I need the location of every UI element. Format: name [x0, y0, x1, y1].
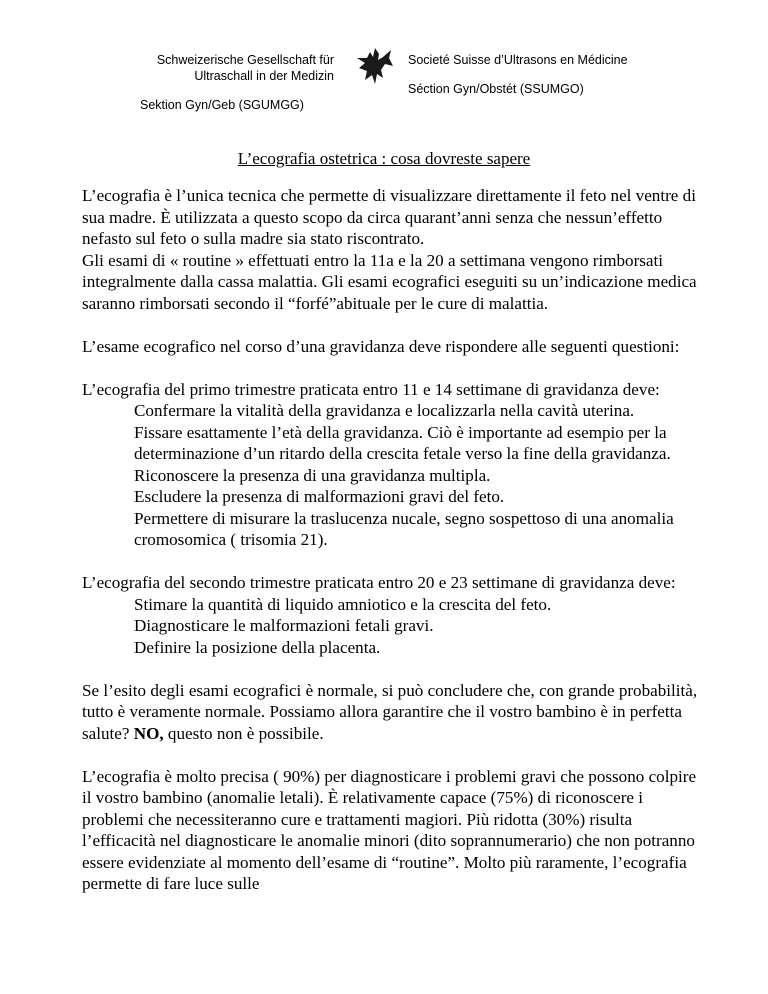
paragraph-questions: L’esame ecografico nel corso d’una gravidanza deve rispondere alle seguenti questioni:	[82, 336, 680, 356]
paragraph-first-trimester: L’ecografia del primo trimestre praticata entro 11 e 14 settimane di gravidanza deve:	[82, 379, 660, 399]
list-item: Confermare la vitalità della gravidanza e localizzarla nella cavità uterina.	[134, 401, 635, 420]
paragraph-normal-result	[82, 680, 702, 745]
paragraph-second-trimester: L’ecografia del secondo trimestre praticata entro 20 e 23 settimane di gravidanza deve:	[82, 573, 676, 592]
list-item: Diagnosticare le malformazioni fetali gravi.	[134, 616, 434, 635]
paragraph-reimbursement: Gli esami di « routine » effettuati entro la 11a e la 20 a settimana vengono rimborsati integralmente dalla cassa malattia. Gli esami ecografici eseguiti su un’indicazione medica saranno rimborsati secondo il “forfé”abituale per le cure di malattia.	[82, 250, 697, 313]
section-name-german: Sektion Gyn/Geb (SGUMGG)	[140, 98, 304, 112]
no-emphasis: NO,	[133, 723, 164, 743]
list-item: Definire la posizione della placenta.	[134, 637, 381, 657]
paragraph-accuracy: L’ecografia è molto precisa ( 90%) per diagnosticare i problemi gravi che possono colpire il vostro bambino (anomalie letali). È relativamente capace (75%) di riconoscere i problemi che necessiteranno cure e trattamenti magiori. Più ridotta (30%) risulta l’efficacità nel diagnosticare le anomalie minori (dito soprannumerario) che non potranno essere evidenziate al momento dell’esame di “routine”. Molto più raramente, l’ecografia permette di fare luce sulle	[82, 766, 697, 893]
society-name-german: Schweizerische Gesellschaft für	[156, 53, 334, 67]
header-french	[408, 52, 628, 97]
document-body	[82, 185, 702, 895]
society-subtitle-german: Ultraschall in der Medizin	[194, 69, 334, 83]
list-item: Stimare la quantità di liquido amniotico e la crescita del feto.	[134, 594, 552, 614]
header-german	[140, 52, 334, 113]
list-item: Permettere di misurare la traslucenza nucale, segno sospettoso di una anomalia cromosomica ( trisomia 21).	[134, 508, 674, 549]
normal-result-text: Se l’esito degli esami ecografici è normale, si può concludere che, con grande probabilità, tutto è veramente normale. Possiamo allora garantire che il vostro bambino è in perfetta salute?	[82, 680, 698, 743]
section-name-french: Séction Gyn/Obstét (SSUMGO)	[408, 82, 584, 96]
list-item: Escludere la presenza di malformazioni gravi del feto.	[134, 487, 505, 506]
normal-result-text-end: questo non è possibile.	[163, 723, 324, 743]
list-item: Fissare esattamente l’età della gravidanza. Ciò è importante ad esempio per la determinazione d’un ritardo della crescita fetale verso la fine della gravidanza.	[134, 422, 671, 463]
list-item: Riconoscere la presenza di una gravidanza multipla.	[134, 465, 491, 485]
document-title	[0, 148, 768, 169]
paragraph-intro: L’ecografia è l’unica tecnica che permette di visualizzare direttamente il feto nel ventre di sua madre. È utilizzata a questo scopo da circa quarant’anni senza che nessun’effetto nefasto sul feto o sulla madre sia stato riscontrato.	[82, 186, 696, 248]
society-name-french: Societé Suisse d’Ultrasons en Médicine	[408, 53, 628, 67]
bat-logo-icon	[353, 44, 395, 88]
document-title-text: L’ecografia ostetrica : cosa dovreste sapere	[237, 149, 531, 168]
